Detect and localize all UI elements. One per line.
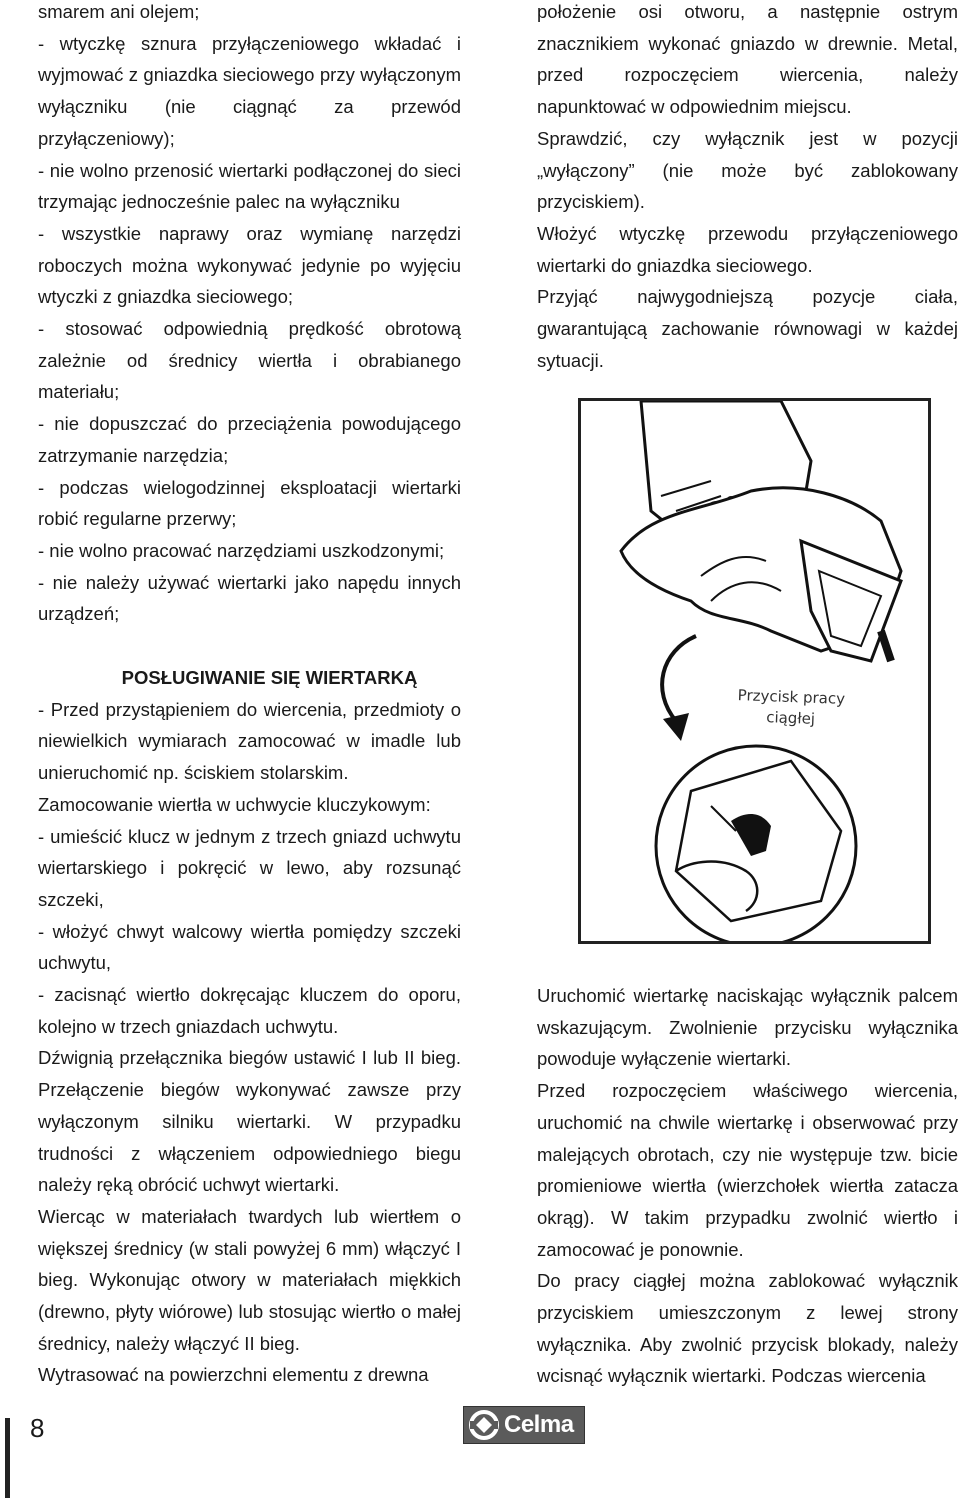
- page-number: 8: [30, 1413, 45, 1443]
- paragraph: - wszystkie naprawy oraz wymianę narzędzi roboczych można wykonywać jedynie po wyjęciu wtyczki z gniazdka sieciowego;: [38, 222, 461, 308]
- paragraph: Sprawdzić, czy wyłącznik jest w pozycji „wyłączony” (nie może być zablokowany przyciskiem).: [537, 127, 958, 213]
- page-bar: [5, 1418, 10, 1498]
- paragraph: - wtyczkę sznura przyłączeniowego wkładać i wyjmować z gniazdka sieciowego przy wyłączonym wyłączniku (nie ciągnąć za przewód przyłączeniowy);: [38, 32, 461, 149]
- section-heading: POSŁUGIWANIE SIĘ WIERTARKĄ: [121, 667, 418, 688]
- celma-logo-icon: [467, 1408, 501, 1442]
- paragraph: - nie wolno przenosić wiertarki podłączonej do sieci trzymając jednocześnie palec na wyłączniku: [38, 159, 461, 213]
- paragraph: - umieścić klucz w jednym z trzech gniazd uchwytu wiertarskiego i pokręcić w lewo, aby rozsunąć szczeki,: [38, 825, 461, 910]
- paragraph: - Przed przystąpieniem do wiercenia, przedmioty o niewielkich wymiarach zamocować w imadle lub unieruchomić np. ściskiem stolarskim.: [38, 698, 461, 784]
- paragraph: Uruchomić wiertarkę naciskając wyłącznik palcem wskazującym. Zwolnienie przycisku wyłącznika powoduje wyłączenie wiertarki.: [537, 985, 958, 1070]
- paragraph: - zacisnąć wiertło dokręcając kluczem do oporu, kolejno w trzech gniazdach uchwytu.: [38, 984, 461, 1037]
- paragraph: - nie dopuszczać do przeciążenia powodującego zatrzymanie narzędzia;: [38, 413, 461, 466]
- paragraph: - podczas wielogodzinnej eksploatacji wiertarki robić regularne przerwy;: [38, 476, 461, 530]
- paragraph: Do pracy ciągłej można zablokować wyłącznik przyciskiem umieszczonym z lewej strony wyłącznika. Aby zwolnić przycisk blokady, należy wcisnąć wyłącznik wiertarki. Podczas wiercenia: [537, 1270, 958, 1387]
- paragraph: Dźwignią przełącznika biegów ustawić I lub II bieg. Przełączenie biegów wykonywać zawsze przy wyłączonym silniku wiertarki. W przypadku trudności z włączeniem odpowiedniego biegu należy ręką obrócić uchwyt wiertarki.: [38, 1047, 461, 1196]
- paragraph: Zamocowanie wiertła w uchwycie kluczykowym:: [38, 793, 431, 815]
- drill-trigger-figure: [578, 398, 931, 944]
- paragraph: Włożyć wtyczkę przewodu przyłączeniowego wiertarki do gniazdka sieciowego.: [537, 222, 958, 276]
- figure-label: Przycisk pracy ciągłej: [737, 686, 846, 728]
- paragraph: - nie wolno pracować narzędziami uszkodzonymi;: [38, 539, 445, 561]
- left-column-top: [38, 0, 461, 630]
- paragraph: położenie osi otworu, a następnie ostrym znacznikiem wykonać gniazdo w drewnie. Metal, przed rozpoczęciem wiercenia, należy napunktować w odpowiednim miejscu.: [537, 1, 958, 118]
- paragraph: Wiercąc w materiałach twardych lub wiertłem o większej średnicy (w stali powyżej 6 mm) włączyć I bieg. Wykonując otwory w materiałach miękkich (drewno, płyty wiórowe) lub stosując wiertło o małej średnicy, należy włączyć II bieg.: [38, 1205, 461, 1354]
- drill-trigger-illustration-icon: [581, 401, 928, 941]
- left-column-bottom: [38, 662, 461, 1391]
- paragraph: - stosować odpowiednią prędkość obrotową zależnie od średnicy wiertła i obrabianego materiału;: [38, 318, 461, 403]
- paragraph: - włożyć chwyt walcowy wiertła pomiędzy szczeki uchwytu,: [38, 920, 461, 974]
- logo-text: Celma: [504, 1411, 574, 1438]
- paragraph: - nie należy używać wiertarki jako napędu innych urządzeń;: [38, 571, 461, 625]
- paragraph: smarem ani olejem;: [38, 1, 200, 22]
- right-column-top: [537, 0, 958, 376]
- right-column-bottom: [537, 980, 958, 1392]
- celma-logo: [463, 1406, 585, 1444]
- paragraph: Przyjąć najwygodniejszą pozycje ciała, gwarantującą zachowanie równowagi w każdej sytuacji.: [537, 286, 958, 371]
- paragraph: Przed rozpoczęciem właściwego wiercenia, uruchomić na chwile wiertarkę i obserwować przy malejących obrotach, czy nie występuje tzw. bicie promieniowe wiertła (wierzchołek wiertła zatacza okrąg). W takim przypadku zwolnić wiertło i zamocować je ponownie.: [537, 1080, 958, 1260]
- paragraph: Wytrasować na powierzchni elementu z drewna: [38, 1364, 429, 1386]
